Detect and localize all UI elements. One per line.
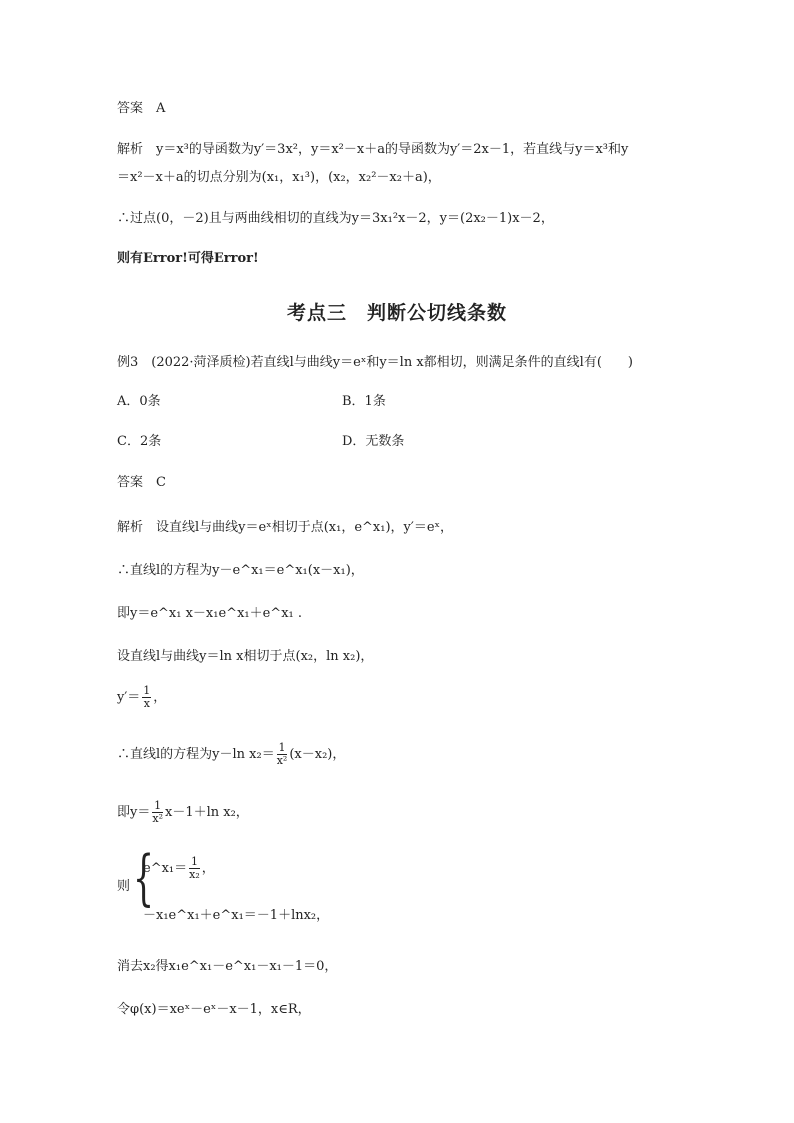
answer-line-2: 答案 C (117, 475, 166, 490)
s5-left: y′＝ (117, 690, 141, 705)
s5-fraction (142, 685, 151, 710)
s7-fraction (152, 800, 163, 825)
solution-line-3: 即y＝e^x₁ x－x₁e^x₁＋e^x₁ . (117, 606, 303, 621)
s5-numerator: 1 (143, 684, 151, 697)
solution-line-6 (117, 742, 345, 767)
sys1-left: e^x₁＝ (143, 861, 188, 876)
option-c: C．2条 (117, 434, 162, 449)
analysis-line-1a: 解析 y＝x³的导函数为y′＝3x²，y＝x²－x＋a的导函数为y′＝2x－1，若直线与y＝x³和y (117, 142, 629, 157)
analysis-line-1b: ＝x²－x＋a的切点分别为(x₁，x₁³)，(x₂，x₂²－x₂＋a)， (117, 170, 441, 185)
s6-left: ∴直线l的方程为y－ln x₂＝ (117, 747, 275, 762)
s5-right: ， (153, 690, 167, 705)
section-title: 考点三 判断公切线条数 (286, 302, 507, 324)
solution-line-8: 消去x₂得x₁e^x₁－e^x₁－x₁－1＝0， (117, 959, 338, 974)
sys1-numerator: 1 (190, 855, 198, 868)
s7-denominator: x² (152, 812, 163, 825)
system-label: 则 (117, 879, 131, 894)
analysis-line-1d: 则有Error!可得Error! (117, 251, 259, 266)
option-d: D．无数条 (342, 434, 405, 449)
example-3-question: 例3 (2022·菏泽质检)若直线l与曲线y＝eˣ和y＝ln x都相切，则满足条件的直线l有( ) (117, 355, 633, 370)
solution-line-9: 令φ(x)＝xeˣ－eˣ－x－1，x∈R， (117, 1002, 311, 1017)
s7-numerator: 1 (154, 799, 162, 812)
sys1-fraction (189, 856, 200, 881)
system-brace: { (133, 843, 155, 913)
s6-right: (x－x₂)， (289, 747, 346, 762)
s6-fraction (277, 742, 288, 767)
answer-line-1: 答案 A (117, 101, 166, 116)
option-b: B．1条 (342, 394, 386, 409)
option-a: A．0条 (117, 394, 161, 409)
analysis-line-1c: ∴过点(0，－2)且与两曲线相切的直线为y＝3x₁²x－2，y＝(2x₂－1)x－2， (117, 211, 554, 226)
solution-line-2: ∴直线l的方程为y－e^x₁＝e^x₁(x－x₁)， (117, 563, 364, 578)
sys1-right: ， (201, 861, 215, 876)
s6-numerator: 1 (278, 741, 286, 754)
solution-line-5 (117, 685, 166, 710)
s5-denominator: x (143, 697, 150, 710)
system-eq-2: －x₁e^x₁＋e^x₁＝－1＋lnx₂， (143, 908, 330, 923)
solution-line-4: 设直线l与曲线y＝ln x相切于点(x₂，ln x₂)， (117, 649, 374, 664)
s7-right: x－1＋ln x₂， (164, 805, 249, 820)
solution-line-1: 解析 设直线l与曲线y＝eˣ相切于点(x₁，e^x₁)，y′＝eˣ， (117, 520, 454, 535)
s6-denominator: x² (276, 754, 288, 767)
s7-left: 即y＝ (117, 805, 151, 820)
system-eq-1 (143, 856, 215, 881)
solution-line-7 (117, 800, 249, 825)
sys1-denominator: x₂ (189, 868, 200, 881)
